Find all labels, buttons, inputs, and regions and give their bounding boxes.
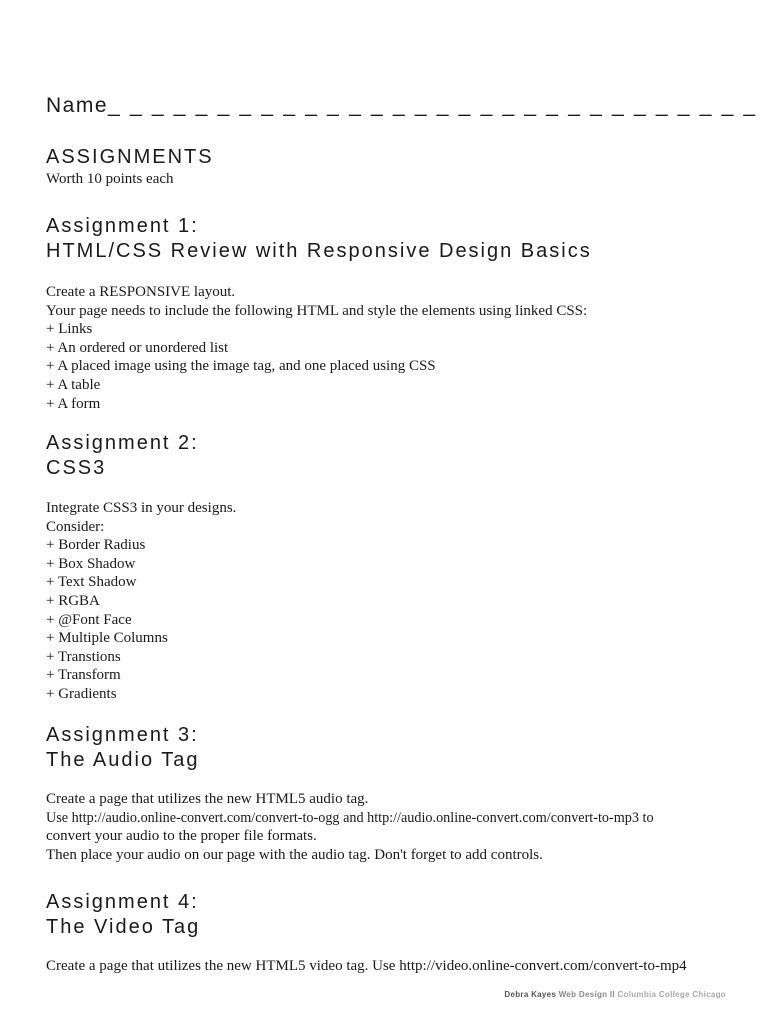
body-line: Use http://audio.online-convert.com/convert-to-ogg and http://audio.online-convert.com/convert-to-mp3 to — [46, 809, 654, 826]
assignment-2-section — [46, 431, 726, 704]
list-item: + Border Radius — [46, 537, 146, 554]
assignment-3-body — [46, 790, 726, 864]
assignment-1-topic: HTML/CSS Review with Responsive Design Basics — [46, 240, 592, 262]
list-item: + A form — [46, 395, 101, 412]
name-field — [46, 94, 757, 118]
list-item: + Text Shadow — [46, 574, 137, 591]
assignment-2-body — [46, 499, 726, 704]
list-item: + A placed image using the image tag, and one placed using CSS — [46, 358, 436, 375]
list-item: + RGBA — [46, 592, 100, 609]
assignment-4-title — [46, 890, 726, 940]
list-item: + Box Shadow — [46, 555, 136, 572]
body-line: Create a page that utilizes the new HTML5 audio tag. — [46, 791, 369, 807]
list-item: + Links — [46, 321, 93, 338]
body-line: Then place your audio on our page with the audio tag. Don't forget to add controls. — [46, 846, 543, 863]
list-item: + An ordered or unordered list — [46, 339, 229, 356]
assignment-4-number: Assignment 4: — [46, 891, 199, 913]
assignment-2-number: Assignment 2: — [46, 432, 199, 454]
list-item: + A table — [46, 376, 101, 393]
list-item: + Gradients — [46, 685, 117, 702]
assignment-3-title — [46, 723, 726, 773]
body-line: Integrate CSS3 in your designs. — [46, 500, 237, 516]
assignment-2-topic: CSS3 — [46, 457, 107, 479]
assignment-3-number: Assignment 3: — [46, 724, 199, 746]
footer-school: Columbia College Chicago — [617, 990, 726, 999]
assignment-1-body — [46, 283, 726, 413]
footer-author: Debra Kayes — [504, 990, 557, 999]
assignment-1-number: Assignment 1: — [46, 215, 199, 237]
list-item: + Transform — [46, 667, 121, 684]
assignment-3-section — [46, 723, 726, 864]
name-blank-line: _ _ _ _ _ _ _ _ _ _ _ _ _ _ _ _ _ _ _ _ _ _ _ _ _ _ _ _ _ _ — [108, 94, 758, 117]
assignment-4-topic: The Video Tag — [46, 916, 201, 938]
footer-course: Web Design II — [558, 990, 615, 999]
assignment-3-topic: The Audio Tag — [46, 749, 200, 771]
assignment-4-section — [46, 890, 726, 976]
assignment-4-body — [46, 957, 726, 976]
assignments-subheading: Worth 10 points each — [46, 171, 174, 187]
list-item: + Transtions — [46, 648, 121, 665]
name-label: Name — [46, 94, 109, 117]
body-line: Consider: — [46, 518, 105, 535]
assignment-1-title — [46, 214, 726, 264]
list-item: + @Font Face — [46, 611, 132, 628]
body-line: Create a RESPONSIVE layout. — [46, 284, 236, 300]
list-item: + Multiple Columns — [46, 630, 168, 647]
assignment-2-title — [46, 431, 726, 481]
page-footer — [504, 990, 726, 999]
assignments-heading: ASSIGNMENTS — [46, 146, 214, 168]
body-line: Your page needs to include the following HTML and style the elements using linked CSS: — [46, 302, 588, 319]
body-line: Create a page that utilizes the new HTML5 video tag. Use http://video.online-convert.com/convert-to-mp4 — [46, 958, 687, 974]
assignment-1-section — [46, 214, 726, 413]
body-line: convert your audio to the proper file formats. — [46, 828, 317, 845]
